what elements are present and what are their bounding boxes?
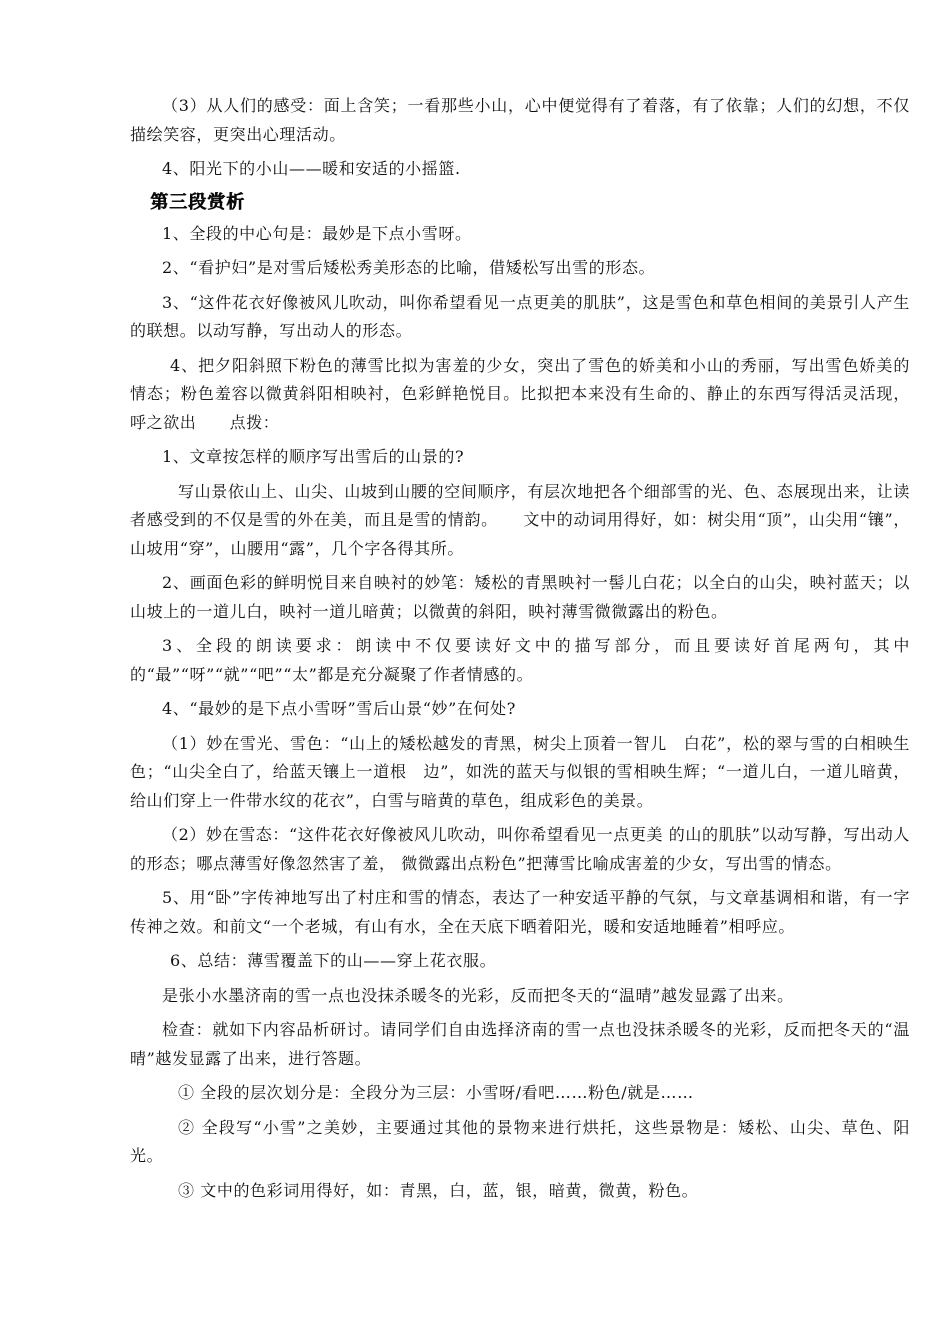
paragraph-nurse-metaphor: 2、“看护妇”是对雪后矮松秀美形态的比喻，借矮松写出雪的形态。 [162, 258, 656, 277]
paragraph-shy-girl: 4、把夕阳斜照下粉色的薄雪比拟为害羞的少女，突出了雪色的娇美和小山的秀丽，写出雪色娇美的情态；粉色羞容以微黄斜阳相映衬，色彩鲜艳悦目。比拟把本来没有生命的、静止的东西写得活灵活现，呼之欲出 点拨： [130, 355, 910, 432]
paragraph-check: 检查：就如下内容品析研讨。请同学们自由选择济南的雪一点也没抹杀暖冬的光彩，反而把冬天的“温晴”越发显露了出来，进行答题。 [130, 1020, 910, 1068]
paragraph-color-contrast: 2、画面色彩的鲜明悦目来自映衬的妙笔：矮松的青黑映衬一髻儿白花；以全白的山尖，映衬蓝天；以山坡上的一道儿白，映衬一道儿暗黄；以微黄的斜阳，映衬薄雪微微露出的粉色。 [130, 573, 910, 621]
paragraph-question-order: 1、文章按怎样的顺序写出雪后的山景的? [162, 447, 465, 466]
paragraph-question-wonder: 4、“最妙的是下点小雪呀”雪后山景“妙”在何处? [162, 699, 516, 718]
paragraph-reading-requirement: 3、全段的朗读要求：朗读中不仅要读好文中的描写部分，而且要读好首尾两句，其中的“最”“呀”“就”“吧”“太”都是充分凝聚了作者情感的。 [130, 636, 910, 684]
paragraph-snow-light-color: （1）妙在雪光、雪色：“山上的矮松越发的青黑，树尖上顶着一智儿 白花”，松的翠与雪的白相映生色；“山尖全白了，给蓝天镶上一道根 边”，如洗的蓝天与似银的雪相映生辉；“一道儿白，一道儿暗黄，给山们穿上一件带水纹的花衣”，白雪与暗黄的草色，组成彩色的美景。 [130, 733, 910, 810]
paragraph-people-feeling: （3）从人们的感受：面上含笑；一看那些小山，心中便觉得有了着落，有了依靠；人们的幻想，不仅描绘笑容，更突出心理活动。 [130, 96, 910, 144]
paragraph-ink-painting: 是张小水墨济南的雪一点也没抹杀暖冬的光彩，反而把冬天的“温晴”越发显露了出来。 [162, 985, 794, 1005]
document-body [130, 92, 910, 1211]
paragraph-item-2: ② 全段写“小雪”之美妙，主要通过其他的景物来进行烘托，这些景物是：矮松、山尖、草色、阳光。 [130, 1117, 910, 1165]
paragraph-lie-character: 5、用“卧”字传神地写出了村庄和雪的情态，表达了一种安适平静的气氛，与文章基调相和谐，有一字传神之效。和前文“一个老城，有山有水，全在天底下晒着阳光，暖和安适地睡着”相呼应。 [130, 888, 910, 936]
paragraph-snow-state: （2）妙在雪态：“这件花衣好像被风儿吹动，叫你希望看见一点更美 的山的肌肤”以动写静，写出动人的形态；哪点薄雪好像忽然害了羞， 微微露出点粉色”把薄雪比喻成害羞的少女，写出雪的情态。 [130, 825, 910, 873]
paragraph-item-3: ③ 文中的色彩词用得好，如：青黑，白，蓝，银，暗黄，微黄，粉色。 [178, 1180, 699, 1200]
paragraph-summary: 6、总结：薄雪覆盖下的山——穿上花衣服。 [170, 951, 497, 970]
paragraph-item-1: ① 全段的层次划分是：全段分为三层：小雪呀/看吧……粉色/就是…… [178, 1083, 694, 1102]
paragraph-spatial-order: 写山景依山上、山尖、山坡到山腰的空间顺序，有层次地把各个细部雪的光、色、态展现出来，让读者感受到的不仅是雪的外在美，而且是雪的情韵。 文中的动词用得好，如：树尖用“顶”，山尖用“镶”，山坡用“穿”，山腰用“露”，几个字各得其所。 [130, 481, 910, 558]
section-heading: 第三段赏析 [150, 191, 245, 213]
paragraph-flower-dress: 3、“这件花衣好像被风儿吹动，叫你希望看见一点更美的肌肤”，这是雪色和草色相间的美景引人产生的联想。以动写静，写出动人的形态。 [130, 292, 910, 340]
paragraph-cradle: 4、阳光下的小山——暖和安适的小摇篮. [162, 159, 461, 178]
paragraph-central-sentence: 1、全段的中心句是：最妙是下点小雪呀。 [162, 223, 472, 243]
